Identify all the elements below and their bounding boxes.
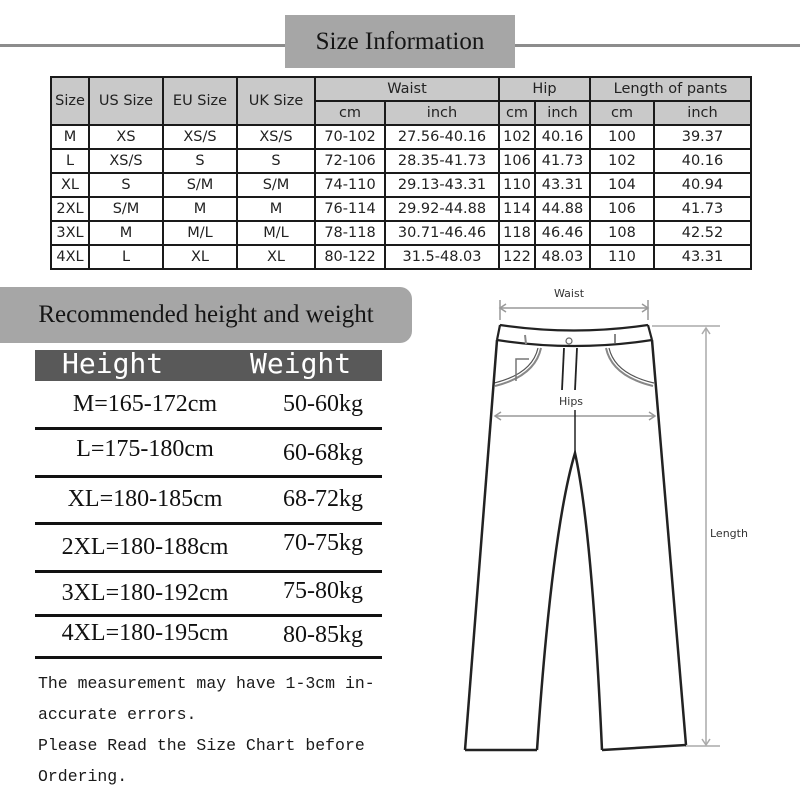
cell-uk-size: S bbox=[237, 149, 315, 173]
cell-size: 2XL bbox=[51, 197, 89, 221]
cell-waist-cm: 70-102 bbox=[315, 125, 385, 149]
height-value: L=175-180cm bbox=[76, 436, 214, 462]
header-eu-size: EU Size bbox=[163, 77, 237, 125]
cell-length-cm: 100 bbox=[590, 125, 654, 149]
cell-uk-size: M bbox=[237, 197, 315, 221]
cell-length-inch: 40.94 bbox=[654, 173, 751, 197]
weight-value: 75-80kg bbox=[283, 578, 363, 604]
waist-label: Waist bbox=[554, 287, 585, 300]
cell-hip-inch: 41.73 bbox=[535, 149, 590, 173]
table-row bbox=[51, 149, 751, 173]
cell-length-cm: 106 bbox=[590, 197, 654, 221]
note-line: The measurement may have 1-3cm in- bbox=[38, 674, 375, 693]
cell-us-size: S/M bbox=[89, 197, 163, 221]
note-line: Ordering. bbox=[38, 767, 128, 786]
height-value: M=165-172cm bbox=[72, 391, 218, 417]
header-waist: Waist bbox=[315, 77, 499, 101]
cell-us-size: S bbox=[89, 173, 163, 197]
header-size: Size bbox=[51, 77, 89, 125]
cell-us-size: L bbox=[89, 245, 163, 269]
size-table bbox=[50, 76, 752, 270]
cell-hip-inch: 43.31 bbox=[535, 173, 590, 197]
weight-value: 68-72kg bbox=[283, 486, 363, 512]
height-value: XL=180-185cm bbox=[67, 486, 223, 512]
subheader-waist-inch: inch bbox=[385, 101, 499, 125]
weight-value: 60-68kg bbox=[283, 440, 363, 466]
weight-value: 80-85kg bbox=[283, 622, 363, 648]
cell-waist-inch: 31.5-48.03 bbox=[385, 245, 499, 269]
cell-size: 3XL bbox=[51, 221, 89, 245]
cell-uk-size: M/L bbox=[237, 221, 315, 245]
cell-eu-size: XL bbox=[163, 245, 237, 269]
cell-us-size: XS/S bbox=[89, 149, 163, 173]
cell-hip-inch: 40.16 bbox=[535, 125, 590, 149]
table-row bbox=[51, 221, 751, 245]
cell-eu-size: M/L bbox=[163, 221, 237, 245]
cell-waist-inch: 29.13-43.31 bbox=[385, 173, 499, 197]
cell-hip-cm: 102 bbox=[499, 125, 535, 149]
cell-us-size: XS bbox=[89, 125, 163, 149]
table-row bbox=[51, 245, 751, 269]
pants-diagram bbox=[440, 280, 780, 780]
table-row bbox=[51, 173, 751, 197]
cell-length-cm: 108 bbox=[590, 221, 654, 245]
cell-eu-size: M bbox=[163, 197, 237, 221]
subheader-length-inch: inch bbox=[654, 101, 751, 125]
header-uk-size: UK Size bbox=[237, 77, 315, 125]
cell-waist-cm: 72-106 bbox=[315, 149, 385, 173]
length-label: Length bbox=[710, 527, 748, 540]
cell-waist-cm: 74-110 bbox=[315, 173, 385, 197]
cell-uk-size: XL bbox=[237, 245, 315, 269]
header-us-size: US Size bbox=[89, 77, 163, 125]
cell-hip-cm: 114 bbox=[499, 197, 535, 221]
cell-waist-cm: 80-122 bbox=[315, 245, 385, 269]
subheader-length-cm: cm bbox=[590, 101, 654, 125]
cell-uk-size: XS/S bbox=[237, 125, 315, 149]
cell-waist-inch: 28.35-41.73 bbox=[385, 149, 499, 173]
subheader-hip-inch: inch bbox=[535, 101, 590, 125]
header-hip: Hip bbox=[499, 77, 590, 101]
table-row bbox=[51, 125, 751, 149]
cell-length-inch: 41.73 bbox=[654, 197, 751, 221]
subheader-waist-cm: cm bbox=[315, 101, 385, 125]
cell-hip-inch: 46.46 bbox=[535, 221, 590, 245]
table-row bbox=[51, 197, 751, 221]
row-divider bbox=[35, 475, 382, 478]
height-value: 3XL=180-192cm bbox=[61, 580, 229, 606]
cell-size: 4XL bbox=[51, 245, 89, 269]
cell-waist-cm: 76-114 bbox=[315, 197, 385, 221]
cell-length-cm: 102 bbox=[590, 149, 654, 173]
cell-length-inch: 43.31 bbox=[654, 245, 751, 269]
row-divider bbox=[35, 427, 382, 430]
cell-hip-cm: 106 bbox=[499, 149, 535, 173]
weight-value: 70-75kg bbox=[283, 530, 363, 556]
note-line: accurate errors. bbox=[38, 705, 197, 724]
cell-us-size: M bbox=[89, 221, 163, 245]
cell-size: L bbox=[51, 149, 89, 173]
row-divider bbox=[35, 522, 382, 525]
cell-hip-cm: 110 bbox=[499, 173, 535, 197]
cell-hip-inch: 44.88 bbox=[535, 197, 590, 221]
height-value: 4XL=180-195cm bbox=[61, 620, 229, 646]
row-divider bbox=[35, 614, 382, 617]
cell-waist-inch: 27.56-40.16 bbox=[385, 125, 499, 149]
cell-size: XL bbox=[51, 173, 89, 197]
cell-length-cm: 110 bbox=[590, 245, 654, 269]
weight-value: 50-60kg bbox=[283, 391, 363, 417]
cell-length-inch: 39.37 bbox=[654, 125, 751, 149]
cell-size: M bbox=[51, 125, 89, 149]
weight-header-label: Weight bbox=[250, 347, 352, 380]
note-line: Please Read the Size Chart before bbox=[38, 736, 365, 755]
row-divider bbox=[35, 656, 382, 659]
cell-length-inch: 42.52 bbox=[654, 221, 751, 245]
height-value: 2XL=180-188cm bbox=[61, 534, 229, 560]
cell-length-inch: 40.16 bbox=[654, 149, 751, 173]
hips-label: Hips bbox=[559, 395, 584, 408]
table-header-row bbox=[51, 77, 751, 101]
cell-hip-inch: 48.03 bbox=[535, 245, 590, 269]
cell-waist-inch: 30.71-46.46 bbox=[385, 221, 499, 245]
height-weight-header bbox=[35, 347, 382, 381]
cell-hip-cm: 118 bbox=[499, 221, 535, 245]
cell-eu-size: S bbox=[163, 149, 237, 173]
recommended-title: Recommended height and weight bbox=[0, 287, 412, 343]
cell-waist-inch: 29.92-44.88 bbox=[385, 197, 499, 221]
cell-uk-size: S/M bbox=[237, 173, 315, 197]
cell-hip-cm: 122 bbox=[499, 245, 535, 269]
cell-length-cm: 104 bbox=[590, 173, 654, 197]
size-information-title: Size Information bbox=[285, 15, 515, 68]
subheader-hip-cm: cm bbox=[499, 101, 535, 125]
cell-eu-size: XS/S bbox=[163, 125, 237, 149]
cell-waist-cm: 78-118 bbox=[315, 221, 385, 245]
header-length-of-pants: Length of pants bbox=[590, 77, 751, 101]
cell-eu-size: S/M bbox=[163, 173, 237, 197]
row-divider bbox=[35, 570, 382, 573]
height-header-label: Height bbox=[62, 347, 164, 380]
